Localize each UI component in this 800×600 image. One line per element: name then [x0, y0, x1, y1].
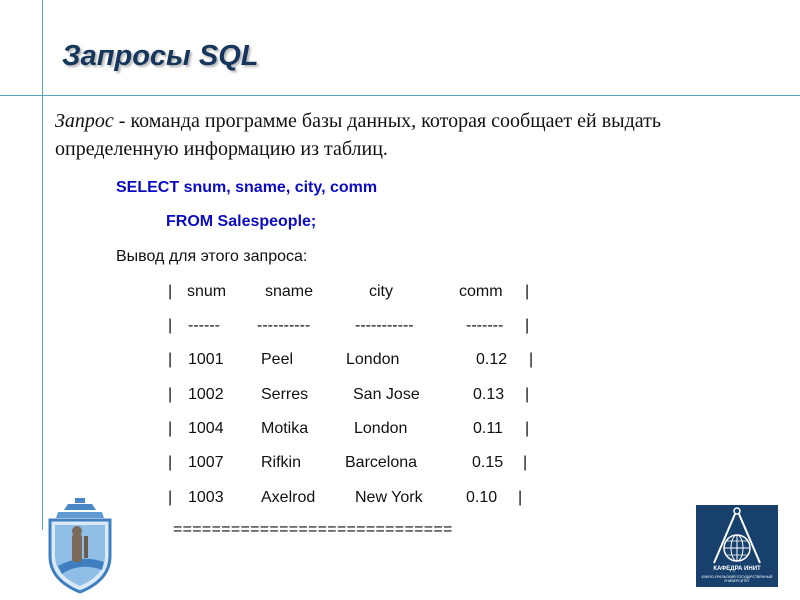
column-header-city: city [369, 283, 393, 300]
city-emblem-icon [44, 496, 116, 594]
separator-comm: ------- [466, 317, 504, 334]
definition-paragraph [55, 107, 775, 163]
row-border-right: | [525, 283, 530, 300]
cell-snum: 1007 [188, 454, 224, 471]
row-border-left: | [168, 420, 173, 437]
cell-sname: Motika [261, 420, 309, 437]
cell-city: San Jose [353, 386, 420, 403]
row-border-right: | [525, 386, 530, 403]
slide-title: Запросы SQL [62, 40, 259, 72]
output-caption: Вывод для этого запроса: [116, 248, 308, 265]
cell-sname: Rifkin [261, 454, 302, 471]
cell-sname: Serres [261, 386, 309, 403]
output-footer-line: ============================= [173, 521, 453, 538]
cell-sname: Axelrod [261, 489, 316, 506]
cell-comm: 0.10 [466, 489, 498, 506]
row-border-right: | [518, 489, 523, 506]
cell-snum: 1003 [188, 489, 224, 506]
row-border-left: | [168, 283, 173, 300]
cell-comm: 0.11 [473, 420, 503, 437]
logo-university-name: ЮЖНО-УРАЛЬСКИЙ ГОСУДАРСТВЕННЫЙ УНИВЕРСИТЕТ [701, 575, 773, 583]
cell-comm: 0.12 [476, 351, 508, 368]
cell-snum: 1001 [188, 351, 224, 368]
row-border-left: | [168, 317, 173, 334]
separator-city: ----------- [355, 317, 414, 334]
row-border-left: | [168, 489, 173, 506]
row-border-left: | [168, 351, 173, 368]
cell-comm: 0.13 [473, 386, 505, 403]
cell-city: Barcelona [345, 454, 418, 471]
vertical-rule [42, 0, 43, 530]
cell-city: New York [355, 489, 423, 506]
cell-snum: 1004 [188, 420, 224, 437]
column-header-sname: sname [265, 283, 314, 300]
separator-sname: ---------- [257, 317, 311, 334]
cell-sname: Peel [261, 351, 294, 368]
row-border-left: | [168, 454, 173, 471]
horizontal-rule [0, 95, 800, 96]
cell-city: London [354, 420, 408, 437]
sql-select-line: SELECT snum, sname, city, comm [116, 179, 378, 196]
separator-snum: ------ [188, 317, 220, 334]
cell-comm: 0.15 [472, 454, 504, 471]
row-border-right: | [525, 420, 530, 437]
row-border-left: | [168, 386, 173, 403]
column-header-comm: comm [459, 283, 503, 300]
cell-snum: 1002 [188, 386, 224, 403]
department-logo [696, 505, 778, 587]
definition-text: - команда программе базы данных, которая сообщает ей выдать определенную информацию из таблиц. [55, 110, 661, 160]
logo-department-name: КАФЕДРА ИНИТ [713, 566, 761, 572]
column-header-snum: snum [187, 283, 227, 300]
sql-from-line: FROM Salespeople; [166, 213, 317, 230]
row-border-right: | [525, 317, 530, 334]
row-border-right: | [523, 454, 528, 471]
row-border-right: | [529, 351, 534, 368]
cell-city: London [346, 351, 400, 368]
definition-term: Запрос [55, 110, 114, 132]
